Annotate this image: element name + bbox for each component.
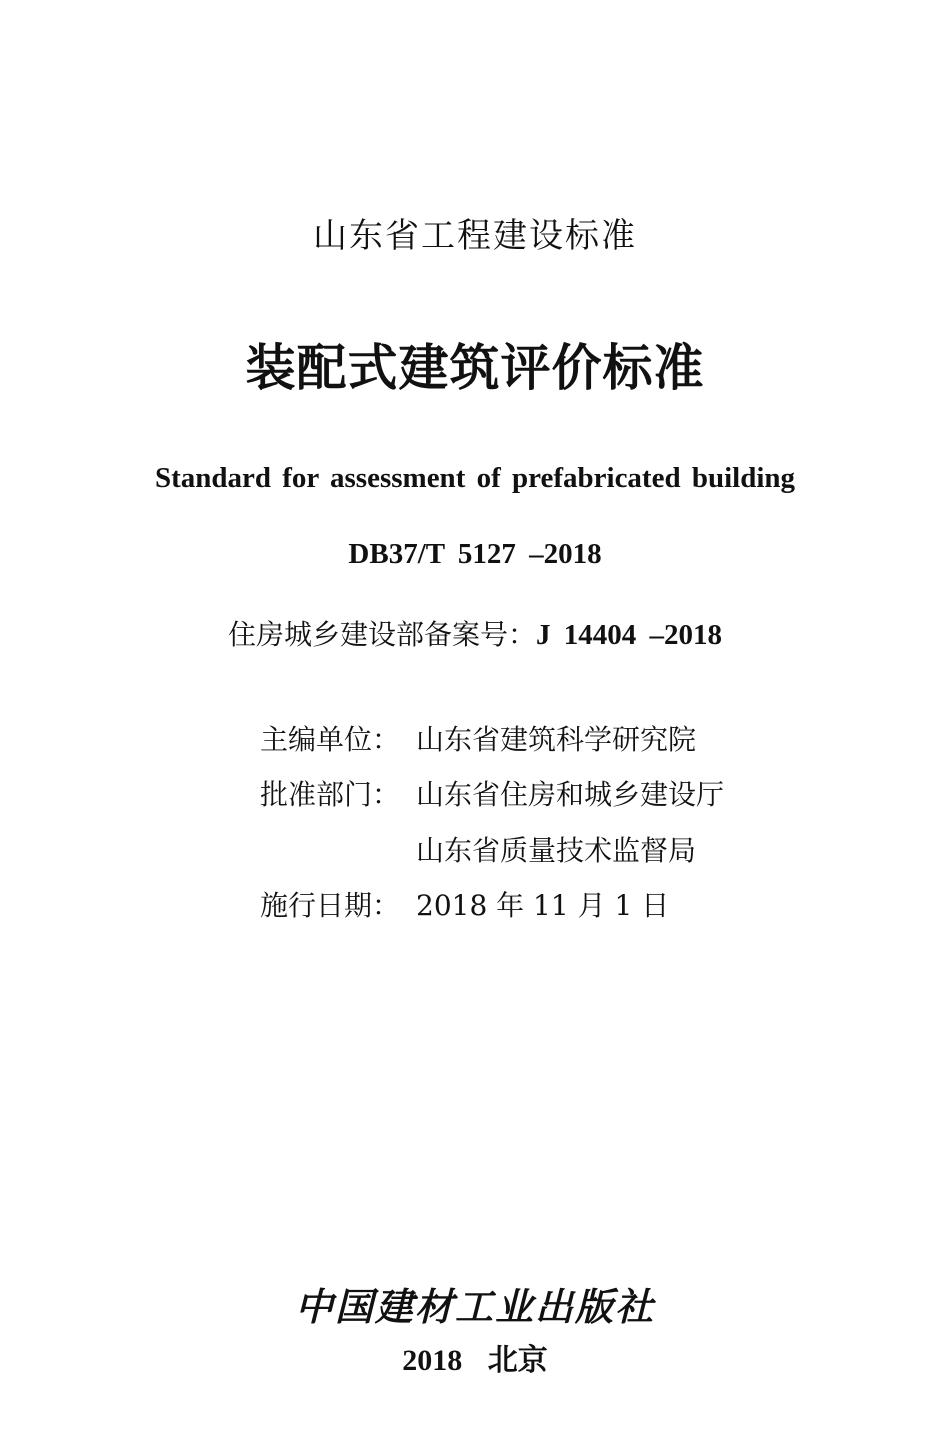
approving-department-label: 批准部门： (260, 778, 401, 811)
chief-editor-row (260, 718, 696, 758)
chief-editor-label: 主编单位： (260, 723, 401, 756)
document-title-english: Standard for assessment of prefabricated building (154, 462, 796, 494)
standard-code: DB37/T 5127 –2018 (348, 538, 602, 570)
standard-series: 山东省工程建设标准 (313, 216, 637, 256)
record-number-label: 住房城乡建设部备案号： (227, 618, 536, 651)
effective-date-label: 施行日期： (260, 889, 401, 922)
effective-date-value: 2018 年 11 月 1 日 (416, 889, 670, 922)
approving-department-row-2 (260, 829, 696, 869)
publication-year-place: 2018 北京 (402, 1344, 548, 1377)
document-title-chinese: 装配式建筑评价标准 (245, 338, 705, 397)
effective-date-row (260, 884, 669, 924)
approving-department-value-1: 山东省住房和城乡建设厅 (416, 778, 725, 811)
chief-editor-value: 山东省建筑科学研究院 (416, 723, 697, 756)
approving-department-row (260, 773, 724, 813)
approving-department-value-2: 山东省质量技术监督局 (416, 834, 697, 867)
publisher-name: 中国建材工业出版社 (294, 1284, 655, 1329)
record-number-value: J 14404 –2018 (536, 619, 722, 651)
record-number-line (0, 613, 950, 653)
